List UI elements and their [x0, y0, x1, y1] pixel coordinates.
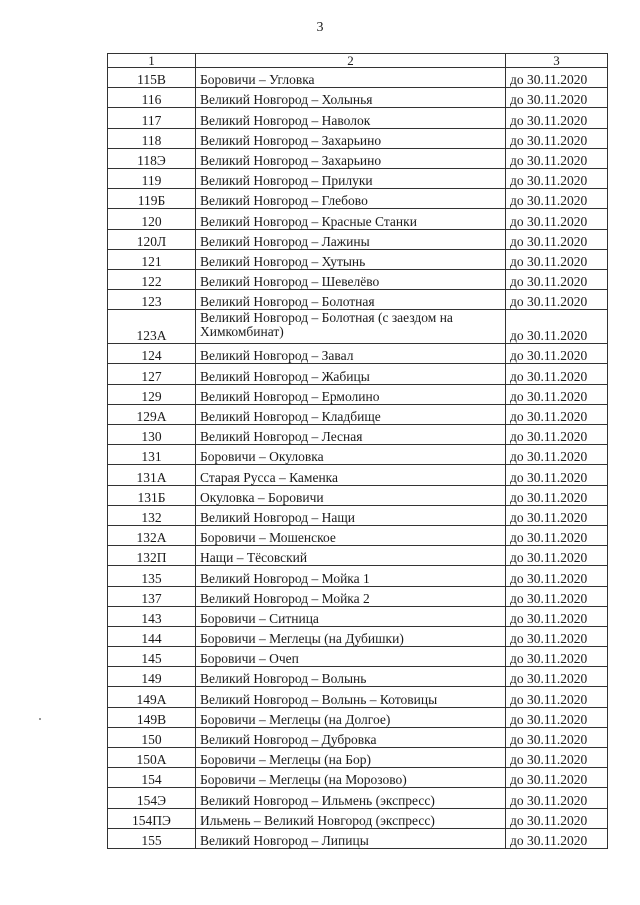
table-row	[108, 88, 608, 108]
route-name-cell: Боровичи – Меглецы (на Морозово)	[196, 768, 506, 788]
table-row	[108, 269, 608, 289]
route-number-cell: 131Б	[108, 485, 196, 505]
route-number-cell: 118Э	[108, 148, 196, 168]
route-number-cell: 119Б	[108, 189, 196, 209]
term-cell: до 30.11.2020	[506, 148, 608, 168]
table-row	[108, 788, 608, 808]
route-number-cell: 117	[108, 108, 196, 128]
table-row	[108, 209, 608, 229]
table-row	[108, 384, 608, 404]
route-number-cell: 120	[108, 209, 196, 229]
route-name-cell: Великий Новгород – Шевелёво	[196, 269, 506, 289]
route-number-cell: 130	[108, 425, 196, 445]
route-name-cell: Великий Новгород – Лесная	[196, 425, 506, 445]
term-cell: до 30.11.2020	[506, 344, 608, 364]
route-name-cell: Нащи – Тёсовский	[196, 546, 506, 566]
route-number-cell: 129А	[108, 404, 196, 424]
table-row	[108, 626, 608, 646]
table-row	[108, 525, 608, 545]
route-number-cell: 154ПЭ	[108, 808, 196, 828]
route-number-cell: 150А	[108, 748, 196, 768]
term-cell: до 30.11.2020	[506, 566, 608, 586]
route-number-cell: 122	[108, 269, 196, 289]
table-row	[108, 148, 608, 168]
term-cell: до 30.11.2020	[506, 290, 608, 310]
page-number: 3	[316, 20, 324, 35]
route-name-cell: Боровичи – Ситница	[196, 606, 506, 626]
route-number-cell: 129	[108, 384, 196, 404]
route-name-cell: Старая Русса – Каменка	[196, 465, 506, 485]
route-number-cell: 135	[108, 566, 196, 586]
route-number-cell: 131А	[108, 465, 196, 485]
route-name-cell: Великий Новгород – Болотная (с заездом на Химкомбинат)	[196, 310, 506, 344]
route-name-cell: Великий Новгород – Жабицы	[196, 364, 506, 384]
term-cell: до 30.11.2020	[506, 310, 608, 344]
table-row	[108, 647, 608, 667]
table-row	[108, 189, 608, 209]
table-row	[108, 404, 608, 424]
term-cell: до 30.11.2020	[506, 808, 608, 828]
term-cell: до 30.11.2020	[506, 68, 608, 88]
table-row	[108, 290, 608, 310]
route-number-cell: 155	[108, 828, 196, 848]
route-number-cell: 118	[108, 128, 196, 148]
route-number-cell: 131	[108, 445, 196, 465]
term-cell: до 30.11.2020	[506, 687, 608, 707]
table-row	[108, 727, 608, 747]
column-header-2: 2	[196, 54, 506, 68]
term-cell: до 30.11.2020	[506, 525, 608, 545]
routes-table	[107, 53, 608, 849]
table-row	[108, 808, 608, 828]
term-cell: до 30.11.2020	[506, 404, 608, 424]
route-name-cell: Великий Новгород – Дубровка	[196, 727, 506, 747]
route-number-cell: 149	[108, 667, 196, 687]
table-row	[108, 748, 608, 768]
table-row	[108, 707, 608, 727]
table-row	[108, 768, 608, 788]
route-number-cell: 154Э	[108, 788, 196, 808]
term-cell: до 30.11.2020	[506, 707, 608, 727]
term-cell: до 30.11.2020	[506, 828, 608, 848]
term-cell: до 30.11.2020	[506, 546, 608, 566]
table-row	[108, 128, 608, 148]
table-row	[108, 687, 608, 707]
term-cell: до 30.11.2020	[506, 626, 608, 646]
table-row	[108, 68, 608, 88]
term-cell: до 30.11.2020	[506, 445, 608, 465]
term-cell: до 30.11.2020	[506, 128, 608, 148]
route-number-cell: 120Л	[108, 229, 196, 249]
route-number-cell: 123	[108, 290, 196, 310]
scan-speck	[39, 718, 41, 720]
table-row	[108, 566, 608, 586]
table-row	[108, 310, 608, 344]
route-number-cell: 149В	[108, 707, 196, 727]
column-header-1: 1	[108, 54, 196, 68]
route-name-cell: Великий Новгород – Ермолино	[196, 384, 506, 404]
route-name-cell: Великий Новгород – Мойка 2	[196, 586, 506, 606]
route-name-cell: Великий Новгород – Захарьино	[196, 128, 506, 148]
route-name-cell: Великий Новгород – Завал	[196, 344, 506, 364]
term-cell: до 30.11.2020	[506, 384, 608, 404]
route-name-cell: Великий Новгород – Волынь – Котовицы	[196, 687, 506, 707]
route-name-cell: Великий Новгород – Захарьино	[196, 148, 506, 168]
route-number-cell: 137	[108, 586, 196, 606]
route-name-cell: Боровичи – Окуловка	[196, 445, 506, 465]
route-number-cell: 124	[108, 344, 196, 364]
table-row	[108, 249, 608, 269]
term-cell: до 30.11.2020	[506, 647, 608, 667]
table-row	[108, 667, 608, 687]
table-row	[108, 465, 608, 485]
route-number-cell: 144	[108, 626, 196, 646]
table-row	[108, 546, 608, 566]
term-cell: до 30.11.2020	[506, 505, 608, 525]
term-cell: до 30.11.2020	[506, 189, 608, 209]
route-name-cell: Великий Новгород – Нащи	[196, 505, 506, 525]
table-row	[108, 606, 608, 626]
term-cell: до 30.11.2020	[506, 748, 608, 768]
route-number-cell: 116	[108, 88, 196, 108]
route-number-cell: 145	[108, 647, 196, 667]
table-row	[108, 425, 608, 445]
table-row	[108, 828, 608, 848]
table-body	[108, 68, 608, 849]
route-name-cell: Ильмень – Великий Новгород (экспресс)	[196, 808, 506, 828]
route-name-cell: Боровичи – Меглецы (на Долгое)	[196, 707, 506, 727]
column-header-3: 3	[506, 54, 608, 68]
term-cell: до 30.11.2020	[506, 249, 608, 269]
route-number-cell: 132А	[108, 525, 196, 545]
term-cell: до 30.11.2020	[506, 229, 608, 249]
table-row	[108, 108, 608, 128]
route-number-cell: 127	[108, 364, 196, 384]
term-cell: до 30.11.2020	[506, 108, 608, 128]
route-name-cell: Великий Новгород – Ильмень (экспресс)	[196, 788, 506, 808]
term-cell: до 30.11.2020	[506, 485, 608, 505]
route-name-cell: Великий Новгород – Болотная	[196, 290, 506, 310]
route-number-cell: 149А	[108, 687, 196, 707]
term-cell: до 30.11.2020	[506, 606, 608, 626]
route-number-cell: 119	[108, 168, 196, 188]
route-name-cell: Великий Новгород – Мойка 1	[196, 566, 506, 586]
route-number-cell: 154	[108, 768, 196, 788]
term-cell: до 30.11.2020	[506, 425, 608, 445]
route-name-cell: Великий Новгород – Красные Станки	[196, 209, 506, 229]
term-cell: до 30.11.2020	[506, 364, 608, 384]
route-name-cell: Великий Новгород – Кладбище	[196, 404, 506, 424]
table-row	[108, 344, 608, 364]
route-number-cell: 132	[108, 505, 196, 525]
table-row	[108, 505, 608, 525]
table-row	[108, 586, 608, 606]
route-name-cell: Боровичи – Меглецы (на Дубишки)	[196, 626, 506, 646]
term-cell: до 30.11.2020	[506, 269, 608, 289]
term-cell: до 30.11.2020	[506, 727, 608, 747]
route-name-cell: Окуловка – Боровичи	[196, 485, 506, 505]
table-row	[108, 485, 608, 505]
route-name-cell: Великий Новгород – Липицы	[196, 828, 506, 848]
route-number-cell: 150	[108, 727, 196, 747]
route-name-cell: Великий Новгород – Лажины	[196, 229, 506, 249]
route-name-cell: Великий Новгород – Прилуки	[196, 168, 506, 188]
route-number-cell: 123А	[108, 310, 196, 344]
term-cell: до 30.11.2020	[506, 465, 608, 485]
route-name-cell: Великий Новгород – Волынь	[196, 667, 506, 687]
term-cell: до 30.11.2020	[506, 788, 608, 808]
route-name-cell: Великий Новгород – Холынья	[196, 88, 506, 108]
term-cell: до 30.11.2020	[506, 667, 608, 687]
route-number-cell: 115В	[108, 68, 196, 88]
route-name-cell: Великий Новгород – Хутынь	[196, 249, 506, 269]
route-number-cell: 132П	[108, 546, 196, 566]
table-row	[108, 229, 608, 249]
route-name-cell: Великий Новгород – Наволок	[196, 108, 506, 128]
table-row	[108, 168, 608, 188]
term-cell: до 30.11.2020	[506, 168, 608, 188]
table-row	[108, 364, 608, 384]
table-header-row	[108, 54, 608, 68]
table-row	[108, 445, 608, 465]
term-cell: до 30.11.2020	[506, 768, 608, 788]
route-name-cell: Боровичи – Меглецы (на Бор)	[196, 748, 506, 768]
term-cell: до 30.11.2020	[506, 88, 608, 108]
route-number-cell: 143	[108, 606, 196, 626]
route-name-cell: Великий Новгород – Глебово	[196, 189, 506, 209]
route-number-cell: 121	[108, 249, 196, 269]
route-name-cell: Боровичи – Угловка	[196, 68, 506, 88]
term-cell: до 30.11.2020	[506, 209, 608, 229]
route-name-cell: Боровичи – Мошенское	[196, 525, 506, 545]
term-cell: до 30.11.2020	[506, 586, 608, 606]
route-name-cell: Боровичи – Очеп	[196, 647, 506, 667]
